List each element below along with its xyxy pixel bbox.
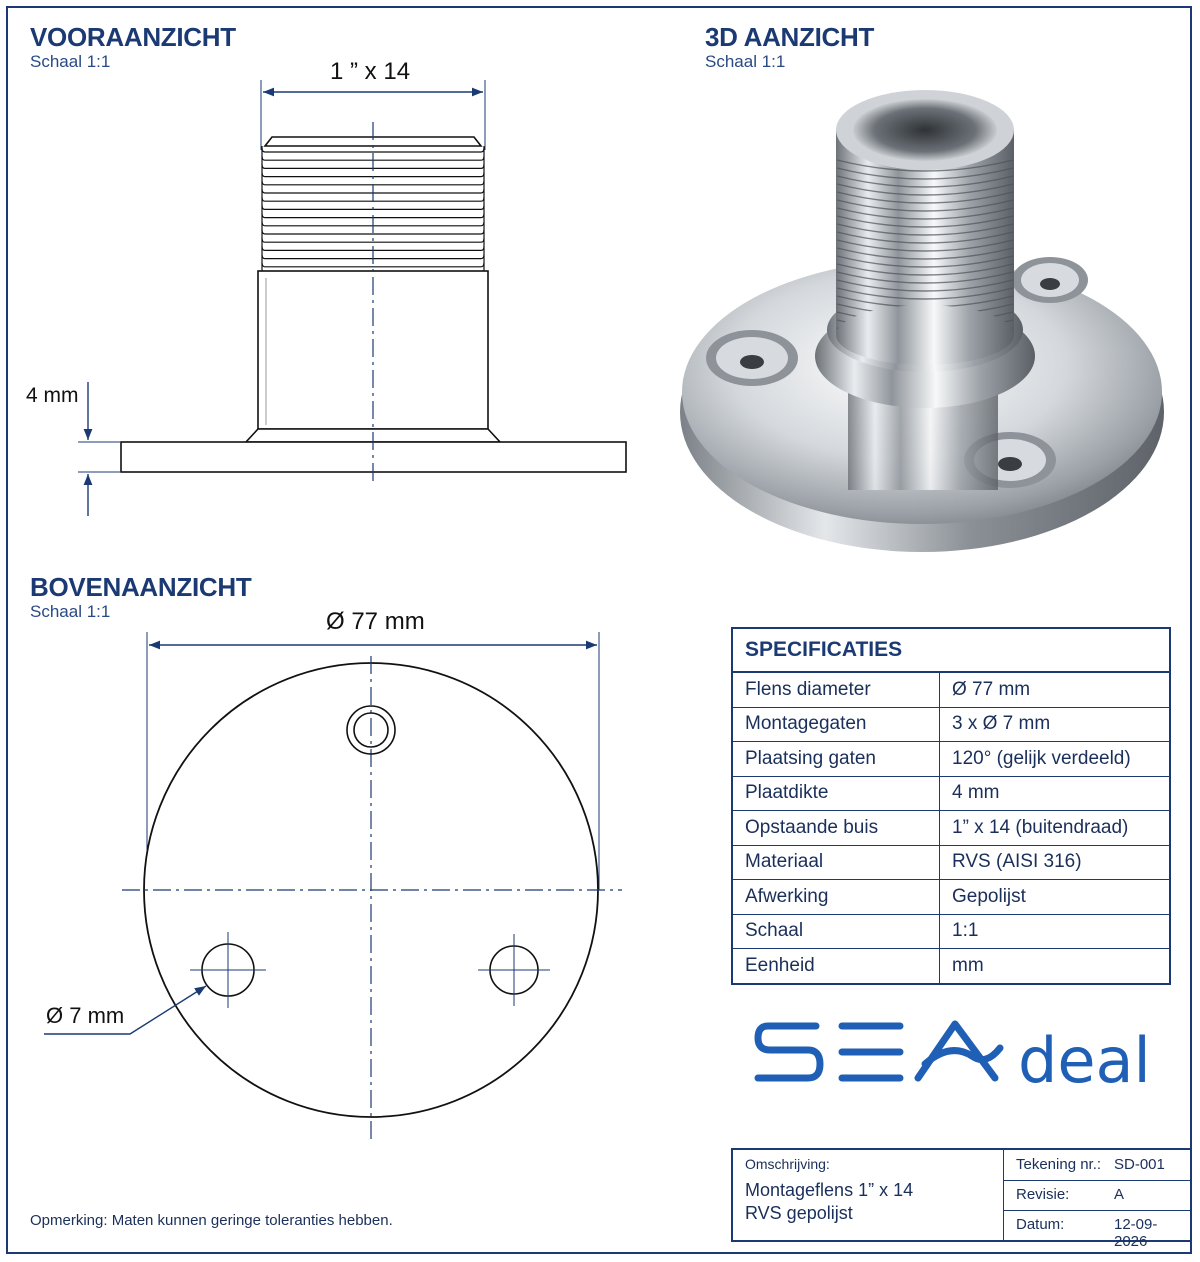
title-block [731, 1148, 1192, 1250]
spec-key: Schaal [733, 914, 940, 949]
spec-row [733, 914, 1169, 949]
spec-key: Opstaande buis [733, 811, 940, 846]
spec-value: mm [952, 954, 984, 976]
hole-dimension-label: Ø 7 mm [46, 1003, 125, 1028]
drawing-number-label: Tekening nr.: [1016, 1156, 1102, 1173]
spec-key: Montagegaten [733, 707, 940, 742]
thickness-dimension-label: 4 mm [26, 384, 79, 407]
iso-view-title: 3D AANZICHT [705, 22, 875, 52]
spec-value: Gepolijst [940, 880, 1170, 915]
iso-view-scale: Schaal 1:1 [705, 52, 786, 71]
spec-row [733, 742, 1169, 777]
spec-key: Flens diameter [733, 672, 940, 707]
front-view-scale: Schaal 1:1 [30, 52, 111, 71]
drawing-number-value: SD-001 [1114, 1156, 1165, 1173]
date-row [1004, 1210, 1190, 1250]
logo-letter-a [918, 1024, 1000, 1078]
description-cell [733, 1150, 1004, 1240]
spec-row [733, 880, 1169, 915]
logo-letter-e [842, 1026, 900, 1078]
description-label: Omschrijving: [745, 1156, 830, 1172]
spec-value: RVS (AISI 316) [940, 845, 1170, 880]
seadeal-logo [750, 1012, 1170, 1092]
spec-row [733, 811, 1169, 846]
drawing-number-row [1004, 1150, 1190, 1181]
logo-wordmark: deal [1018, 1024, 1151, 1092]
thread-dimension-label: 1 ” x 14 [330, 58, 411, 85]
logo-letter-s [758, 1026, 820, 1078]
description-line-2: RVS gepolijst [745, 1203, 853, 1223]
spec-value: 4 mm [940, 776, 1170, 811]
spec-row [733, 949, 1169, 983]
revision-row [1004, 1180, 1190, 1211]
iso-hole-right [1012, 257, 1088, 303]
spec-key: Materiaal [733, 845, 940, 880]
revision-label: Revisie: [1016, 1186, 1070, 1203]
specifications-table [731, 627, 1171, 985]
revision-value: A [1114, 1186, 1125, 1203]
spec-key: Afwerking [733, 880, 940, 915]
front-view-title: VOORAANZICHT [30, 22, 236, 52]
spec-value: Ø 77 mm [940, 672, 1170, 707]
thread-line [262, 148, 484, 152]
tube-bore [853, 99, 997, 161]
description-line-1: Montageflens 1” x 14 [745, 1180, 914, 1200]
spec-value: 1” x 14 (buitendraad) [940, 811, 1170, 846]
spec-value: 3 x Ø 7 mm [940, 707, 1170, 742]
iso-view [680, 90, 1164, 552]
spec-key: Plaatdikte [733, 776, 940, 811]
spec-key: Eenheid [733, 949, 940, 983]
iso-hole-left [706, 330, 798, 386]
spec-value: 120° (gelijk verdeeld) [940, 742, 1170, 777]
top-view-scale: Schaal 1:1 [30, 602, 111, 621]
meta-cells [1004, 1150, 1190, 1250]
spec-value: 1:1 [940, 914, 1170, 949]
spec-row [733, 707, 1169, 742]
diameter-dimension-label: Ø 77 mm [326, 608, 425, 635]
spec-key: Plaatsing gaten [733, 742, 940, 777]
top-view-title: BOVENAANZICHT [30, 572, 252, 602]
remark-note: Opmerking: Maten kunnen geringe toleranties hebben. [30, 1212, 393, 1229]
spec-row [733, 776, 1169, 811]
spec-row [733, 672, 1169, 707]
front-view [78, 80, 626, 516]
top-view [44, 632, 622, 1140]
spec-row [733, 845, 1169, 880]
date-label: Datum: [1016, 1216, 1065, 1233]
date-value: 12-09-2026 [1114, 1216, 1158, 1250]
specifications-title: SPECIFICATIES [733, 629, 1169, 672]
